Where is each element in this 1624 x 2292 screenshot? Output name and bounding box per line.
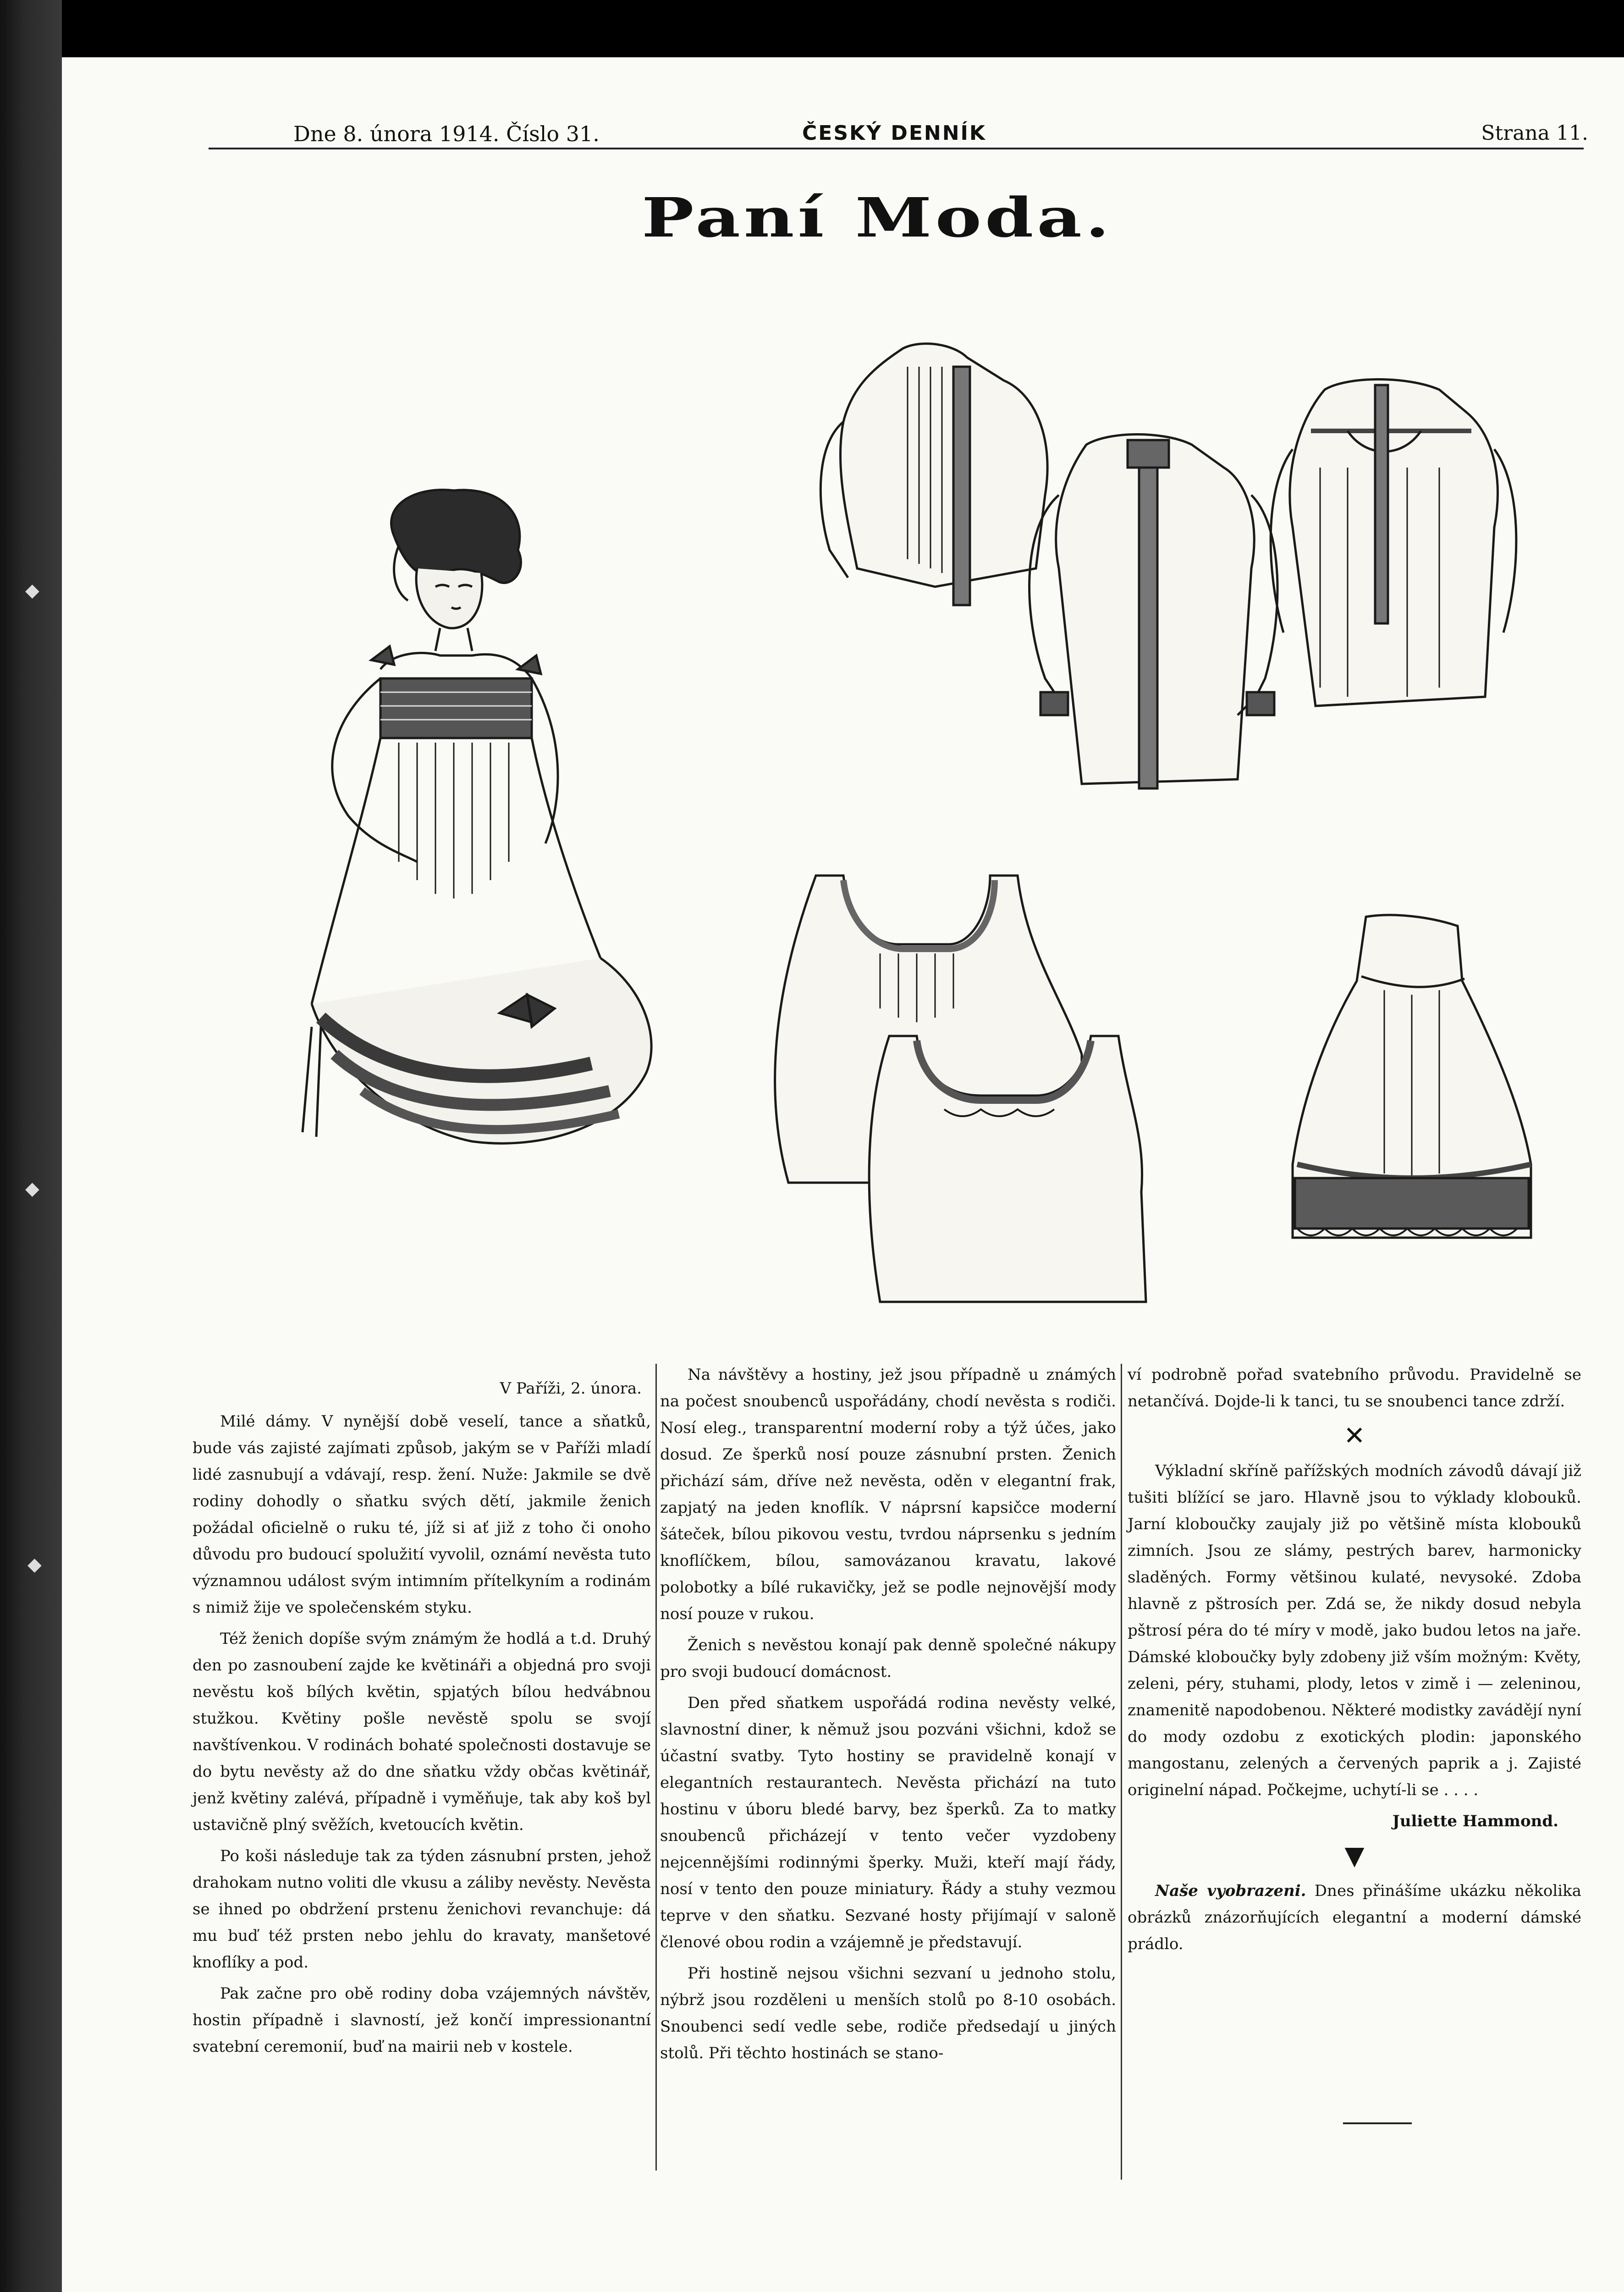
three-nightgowns-illustration [798, 330, 1522, 807]
caption-text: Dnes přinášíme ukázku několika obrázků znázorňujících elegantní a moderní dámské prádlo. [1128, 1882, 1581, 1953]
column-rule [1121, 1364, 1122, 2180]
article-column-2 [660, 1361, 1116, 2071]
binding-mark: ◆ [25, 580, 39, 601]
paragraph: Den před sňatkem uspořádá rodina nevěsty velké, slavnostní diner, k němuž jsou pozváni všichni, kdož se účastní svatby. Tyto hostiny se pravidelně konají v elegantních restaurantech. Nevěsta přichází na tuto hostinu v úboru bledé barvy, bez šperků. Za to matky snoubenců přicházejí v tento večer vyzdobeny nejcennějšími rodinnými šperky. Muži, kteří mají řády, nosí v tento den pouze miniatury. Řády a stuhy vezmou teprve v den sňatku. Sezvané hosty přijímají v saloně členové obou rodin a vzájemně je představují. [660, 1694, 1116, 1951]
paragraph: Výkladní skříně pařížských modních závodů dávají již tušiti blížící se jaro. Hlavně jsou to výklady klobouků. Jarní kloboučky zaujaly již po většině místa klobouků zimních. Jsou ze slámy, pestrých barev, harmonicky sladěných. Formy většinou kulaté, nevysoké. Zdoba hlavně z pštrosích per. Zdá se, že nikdy dosud nebyla pštrosí péra do té míry v modě, jako budou letos na jaře. Dámské kloboučky byly zdobeny již vším možným: Květy, zeleni, péry, stuhami, plody, letos v zimě i — zeleninou, znamenitě napodobenou. Některé modistky zavádějí nyní do mody ozdobu z exotických plodin: japonského mangostanu, zelených a červených paprik a j. Zajisté originelní nápad. Počkejme, uchytí-li se . . . . [1128, 1462, 1581, 1799]
dateline: V Paříži, 2. února. [500, 1379, 642, 1398]
image-caption [1128, 1878, 1581, 1957]
paragraph: Při hostině nejsou všichni sezvaní u jednoho stolu, nýbrž jsou rozděleni u menších stolů po 8-10 osobách. Snoubenci sedí vedle sebe, rodiče předsedají u jiných stolů. Při těchto hostinách se stano- [660, 1964, 1116, 2062]
petticoat-illustration [1283, 908, 1540, 1265]
paragraph: Ženich s nevěstou konají pak denně společné nákupy pro svoji budoucí domácnost. [660, 1636, 1116, 1681]
article-column-1 [193, 1375, 651, 2065]
author-signature: Juliette Hammond. [1392, 1812, 1558, 1830]
column-rule [655, 1364, 657, 2171]
page-title: Paní Moda. [642, 186, 1113, 249]
two-chemises-illustration [752, 862, 1155, 1311]
caption-lead: Naše vyobrazeni. [1155, 1882, 1306, 1900]
paragraph: Na návštěvy a hostiny, jež jsou případně u známých na počest snoubenců uspořádány, chodí nevěsta s rodiči. Nosí eleg., transparentní moderní roby a týž účes, jako dosud. Ze šperků nosí pouze zásnubní prsten. Ženich přichází sám, dříve než nevěsta, oděn v elegantní frak, zapjatý na jeden knoflík. V náprsní kapsičce moderní šáteček, bílou pikovou vestu, tvrdou náprsenku s jedním knoflíčkem, bílou, samovázanou kravatu, lakové polobotky a bílé rukavičky, jež se podle nejnovější mody nosí pouze v rukou. [660, 1366, 1116, 1623]
adjacent-page-edge [0, 0, 62, 2292]
binding-mark: ◆ [25, 1178, 39, 1199]
header-rule [209, 148, 1584, 149]
section-separator-icon: ✕ [1343, 1421, 1365, 1451]
woman-in-chemise-illustration [243, 477, 683, 1183]
page-number: Strana 11. [1481, 121, 1588, 145]
end-rule [1343, 2122, 1412, 2124]
binding-mark: ◆ [28, 1554, 42, 1575]
paragraph: Po koši následuje tak za týden zásnubní prsten, jehož drahokam nutno voliti dle vkusu a záliby nevěsty. Nevěsta se ihned po obdržení prstenu ženichovi revanchuje: dá mu buď též prsten nebo jehlu do kravaty, manšetové knoflíky a pod. [193, 1847, 651, 1972]
paragraph: Pak začne pro obě rodiny doba vzájemných návštěv, hostin případně i slavností, jež končí impressionantní svatební ceremonií, buď na mairii neb v kostele. [193, 1984, 651, 2056]
paragraph: ví podrobně pořad svatebního průvodu. Pravidelně se netančívá. Dojde-li k tanci, tu se snoubenci tance zdrží. [1128, 1366, 1581, 1410]
issue-date: Dne 8. února 1914. Číslo 31. [293, 121, 600, 146]
paragraph: Milé dámy. V nynější době veselí, tance a sňatků, bude vás zajisté zajímati způsob, jakým se v Paříži mladí lidé zasnubují a vdávají, resp. žení. Nuže: Jakmile se dvě rodiny dohodly o sňatku svých dětí, jakmile ženich požádal oficielně o ruku té, jíž si ať již z toho či onoho důvodu pro budoucí spolužití vyvolil, oznámí nevěsta tuto významnou událost svým intimním přítelkyním a rodinám s nimiž žije ve společenském styku. [193, 1412, 651, 1617]
triangle-separator-icon: ▼ [1344, 1841, 1365, 1871]
article-column-3 [1128, 1361, 1581, 1962]
newspaper-name: ČESKÝ DENNÍK [802, 121, 987, 145]
paragraph: Též ženich dopíše svým známým že hodlá a t.d. Druhý den po zasnoubení zajde ke květináři a objedná pro svoji nevěstu koš bílých květin, spjatých bílou hedvábnou stužkou. Květiny pošle nevěstě spolu se svojí navštívenkou. V rodinách bohaté společnosti dostavuje se do bytu nevěsty až do dne sňatku vždy občas květinář, jenž květiny zalévá, případně i vyměňuje, tak aby koš byl ustavičně plný svěžích, kvetoucích květin. [193, 1630, 651, 1834]
